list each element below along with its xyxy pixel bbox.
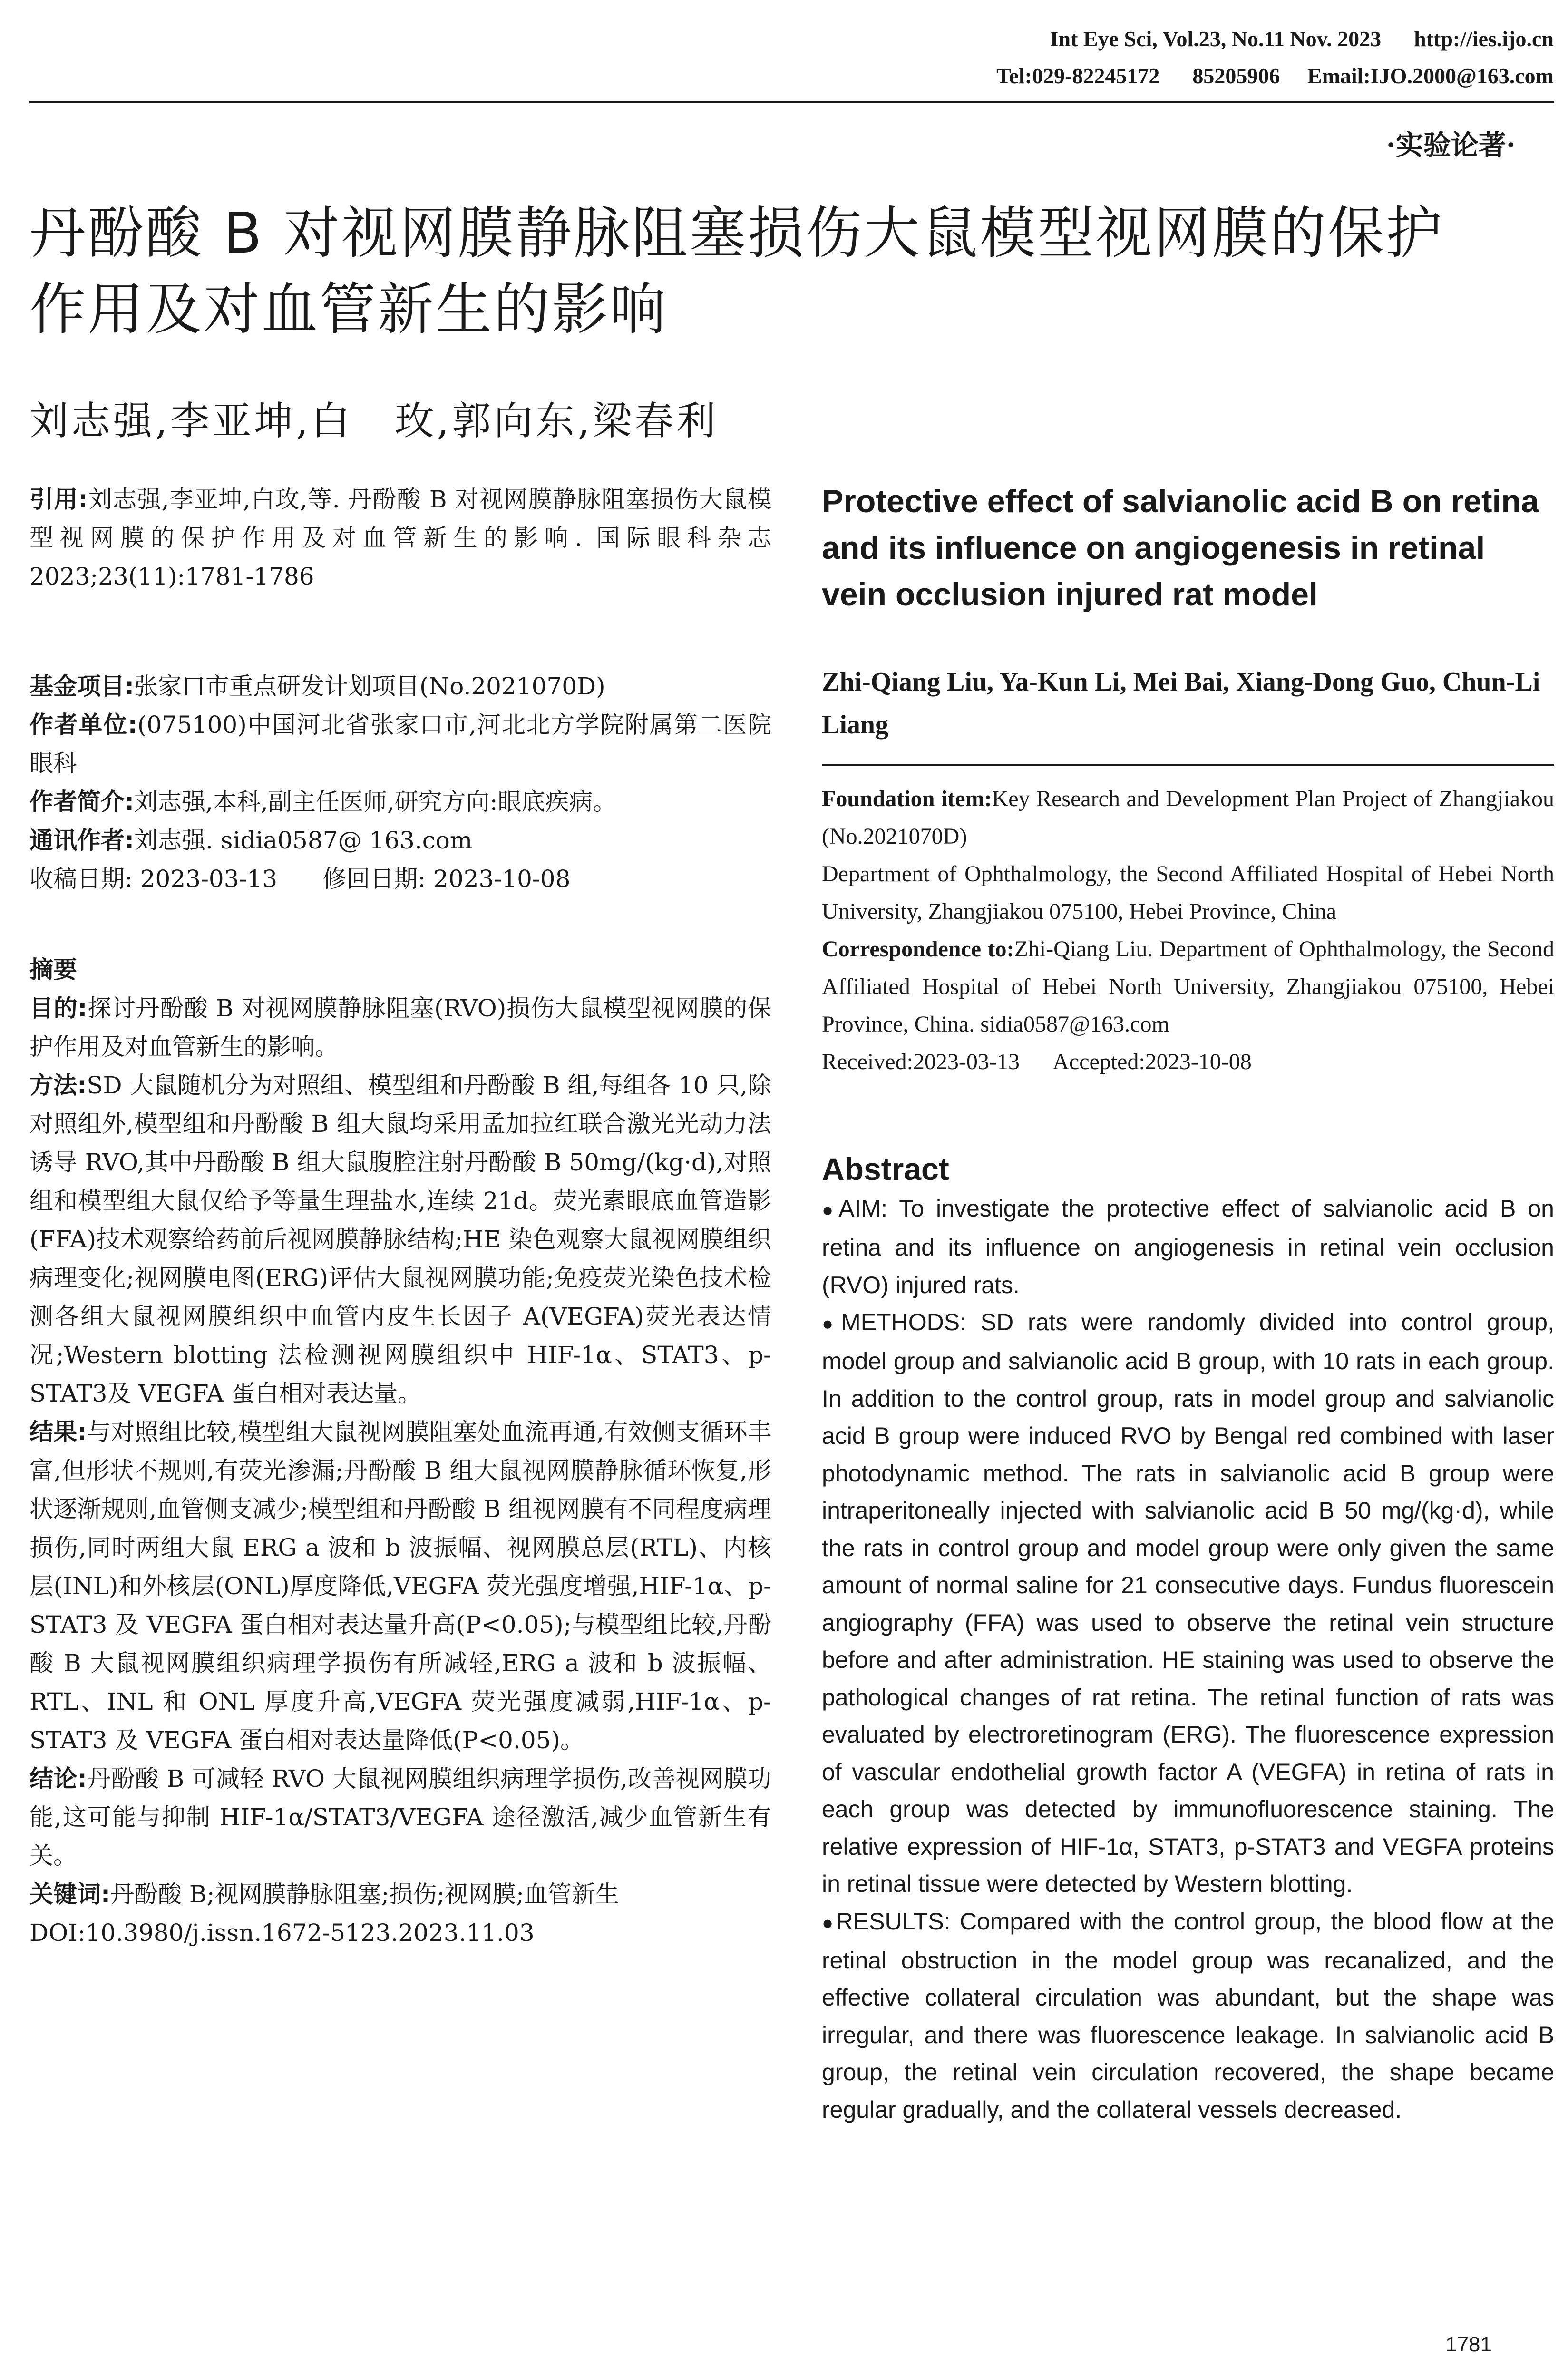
methods-en: [822, 1304, 1554, 1903]
unit-text: (075100)中国河北省张家口市,河北北方学院附属第二医院眼科: [29, 711, 772, 777]
bullet-icon: ●: [822, 1313, 841, 1335]
unit-label: 作者单位:: [29, 711, 137, 739]
method-label-cn: 方法:: [29, 1072, 87, 1099]
bullet-icon: ●: [822, 1199, 839, 1221]
author-bio: [29, 783, 771, 821]
aim-cn: [29, 989, 771, 1066]
section-tag: ·实验论著·: [1386, 129, 1516, 161]
doi: DOI:10.3980/j.issn.1672-5123.2023.11.03: [29, 1919, 535, 1947]
aim-en: [822, 1190, 1554, 1304]
correspondence-text-en: Zhi-Qiang Liu. Department of Ophthalmology, the Second Affiliated Hospital of Hebei North University, Zhangjiakou 075100, Hebei Province, China. sidia0587@163.com: [822, 936, 1554, 1037]
fund-text-en: Key Research and Development Plan Project of Zhangjiakou (No.2021070D): [822, 786, 1555, 849]
article-title-cn: [29, 195, 1551, 347]
aim-text-en: To investigate the protective effect of salvianolic acid B on retina and its influence on angiogenesis in retinal vein occlusion (RVO) injured rats.: [822, 1195, 1554, 1298]
authors-en: Zhi-Qiang Liu, Ya-Kun Li, Mei Bai, Xiang-Dong Guo, Chun-Li Liang: [822, 667, 1540, 740]
bio-text: 刘志强,本科,副主任医师,研究方向:眼底疾病。: [134, 788, 617, 816]
english-authors-rule: [822, 764, 1554, 766]
title-line-1: 丹酚酸 B 对视网膜静脉阻塞损伤大鼠模型视网膜的保护: [29, 200, 1444, 266]
result-cn: [29, 1413, 771, 1760]
conclusion-cn: [29, 1760, 771, 1875]
author-unit: [29, 706, 771, 783]
keywords-label-cn: 关键词:: [29, 1880, 110, 1908]
method-text-cn: SD 大鼠随机分为对照组、模型组和丹酚酸 B 组,每组各 10 只,除对照组外,模型组和丹酚酸 B 组大鼠均采用孟加拉红联合激光光动力法诱导 RVO,其中丹酚酸 B 组大鼠腹腔注射丹酚酸 B 50mg/(kg·d),对照组和模型组大鼠仅给予等量生理盐水,连续 21d。荧光素眼底血管造影(FFA)技术观察给药前后视网膜静脉结构;HE 染色观察大鼠视网膜组织病理变化;视网膜电图(ERG)评估大鼠视网膜功能;免疫荧光染色技术检测各组大鼠视网膜组织中血管内皮生长因子 A(VEGFA)荧光表达情况;Western blotting 法检测视网膜组织中 HIF-1α、STAT3、p-STAT3及 VEGFA 蛋白相对表达量。: [29, 1072, 771, 1407]
page-number: 1781: [1445, 2333, 1492, 2356]
bullet-icon: ●: [822, 1912, 836, 1934]
aim-label-cn: 目的:: [29, 994, 88, 1022]
header-rule: [29, 101, 1554, 103]
dates-cn: 收稿日期: 2023-03-13 修回日期: 2023-10-08: [29, 865, 571, 893]
corresponding-author: [29, 821, 771, 860]
citation-text: 刘志强,李亚坤,白玫,等. 丹酚酸 B 对视网膜静脉阻塞损伤大鼠模型视网膜的保护作用及对血管新生的影响. 国际眼科杂志 2023;23(11):1781-1786: [29, 486, 771, 590]
conclusion-label-cn: 结论:: [29, 1765, 87, 1792]
fund-item-en: [822, 780, 1554, 855]
aim-text-cn: 探讨丹酚酸 B 对视网膜静脉阻塞(RVO)损伤大鼠模型视网膜的保护作用及对血管新生的影响。: [29, 994, 771, 1061]
left-column: [29, 480, 771, 1952]
abstract-heading-en: Abstract: [822, 1151, 949, 1187]
corr-text: 刘志强. sidia0587@ 163.com: [134, 827, 473, 854]
bio-label: 作者简介:: [29, 788, 134, 816]
methods-text-en: SD rats were randomly divided into control group, model group and salvianolic acid B group, with 10 rats in each group. In addition to the control group, rats in model group and salvianolic acid B group were induced RVO by Bengal red combined with laser photodynamic method. The rats in salvianolic acid B group were intraperitoneally injected with salvianolic acid B 50 mg/(kg·d), while the rats in control group and model group were only given the same amount of normal saline for 21 consecutive days. Fundus fluorescein angiography (FFA) was used to observe the retinal vein structure before and after administration. HE staining was used to observe the pathological changes of rat retina. The retinal function of rats was evaluated by electroretinogram (ERG). The fluorescence expression of vascular endothelial growth factor A (VEGFA) in retina of rats in each group was detected by immunofluorescence staining. The relative expression of HIF-1α, STAT3, p-STAT3 and VEGFA proteins in retinal tissue were detected by Western blotting.: [822, 1309, 1554, 1898]
keywords-cn: [29, 1875, 771, 1914]
journal-header-line2: Tel:029-82245172 85205906 Email:IJO.2000@163.com: [996, 64, 1554, 88]
result-text-cn: 与对照组比较,模型组大鼠视网膜阻塞处血流再通,有效侧支循环丰富,但形状不规则,有荧光渗漏;丹酚酸 B 组大鼠视网膜静脉循环恢复,形状逐渐规则,血管侧支减少;模型组和丹酚酸 B 组视网膜有不同程度病理损伤,同时两组大鼠 ERG a 波和 b 波振幅、视网膜总层(RTL)、内核层(INL)和外核层(ONL)厚度降低,VEGFA 荧光强度增强,HIF-1α、p-STAT3 及 VEGFA 蛋白相对表达量升高(P<0.05);与模型组比较,丹酚酸 B 大鼠视网膜组织病理学损伤有所减轻,ERG a 波和 b 波振幅、RTL、INL 和 ONL 厚度升高,VEGFA 荧光强度减弱,HIF-1α、p-STAT3 及 VEGFA 蛋白相对表达量降低(P<0.05)。: [29, 1418, 771, 1754]
right-column-top: [822, 478, 1554, 746]
result-label-cn: 结果:: [29, 1418, 87, 1446]
abstract-heading-cn: 摘要: [29, 956, 77, 984]
title-line-2: 作用及对血管新生的影响: [29, 276, 668, 342]
results-text-en: Compared with the control group, the blood flow at the retinal obstruction in the model group was recanalized, and the effective collateral circulation was abundant, but the shape was irregular, and there was fluorescence leakage. In salvianolic acid B group, the retinal vein circulation recovered, the shape became regular gradually, and the collateral vessels decreased.: [822, 1908, 1554, 2123]
methods-label-en: METHODS:: [841, 1309, 966, 1336]
authors-cn: 刘志强,李亚坤,白 玫,郭向东,梁春利: [29, 399, 719, 444]
fund-text: 张家口市重点研发计划项目(No.2021070D): [134, 672, 605, 700]
citation-label: 引用:: [29, 486, 88, 513]
citation: [29, 480, 771, 596]
fund-item: [29, 667, 771, 706]
english-metadata: [822, 780, 1554, 1081]
method-cn: [29, 1066, 771, 1413]
results-label-en: RESULTS:: [836, 1908, 951, 1935]
fund-label-en: Foundation item:: [822, 786, 992, 811]
correspondence-en: [822, 930, 1554, 1043]
article-title-en: Protective effect of salvianolic acid B on retina and its influence on angiogenesis in retinal vein occlusion injured rat model: [822, 483, 1539, 613]
abstract-en: [822, 1151, 1554, 2128]
keywords-text-cn: 丹酚酸 B;视网膜静脉阻塞;损伤;视网膜;血管新生: [110, 1880, 620, 1908]
conclusion-text-cn: 丹酚酸 B 可减轻 RVO 大鼠视网膜组织病理学损伤,改善视网膜功能,这可能与抑制 HIF-1α/STAT3/VEGFA 途径激活,减少血管新生有关。: [29, 1765, 772, 1870]
fund-label: 基金项目:: [29, 672, 134, 700]
results-en: [822, 1903, 1554, 2129]
corr-label: 通讯作者:: [29, 827, 134, 854]
journal-header-line1: Int Eye Sci, Vol.23, No.11 Nov. 2023 http://ies.ijo.cn: [1050, 27, 1554, 51]
department-en: Department of Ophthalmology, the Second Affiliated Hospital of Hebei North University, Zhangjiakou 075100, Hebei Province, China: [822, 861, 1554, 924]
correspondence-label-en: Correspondence to:: [822, 936, 1014, 962]
aim-label-en: AIM:: [838, 1195, 888, 1222]
received-accepted-en: Received:2023-03-13 Accepted:2023-10-08: [822, 1049, 1252, 1074]
